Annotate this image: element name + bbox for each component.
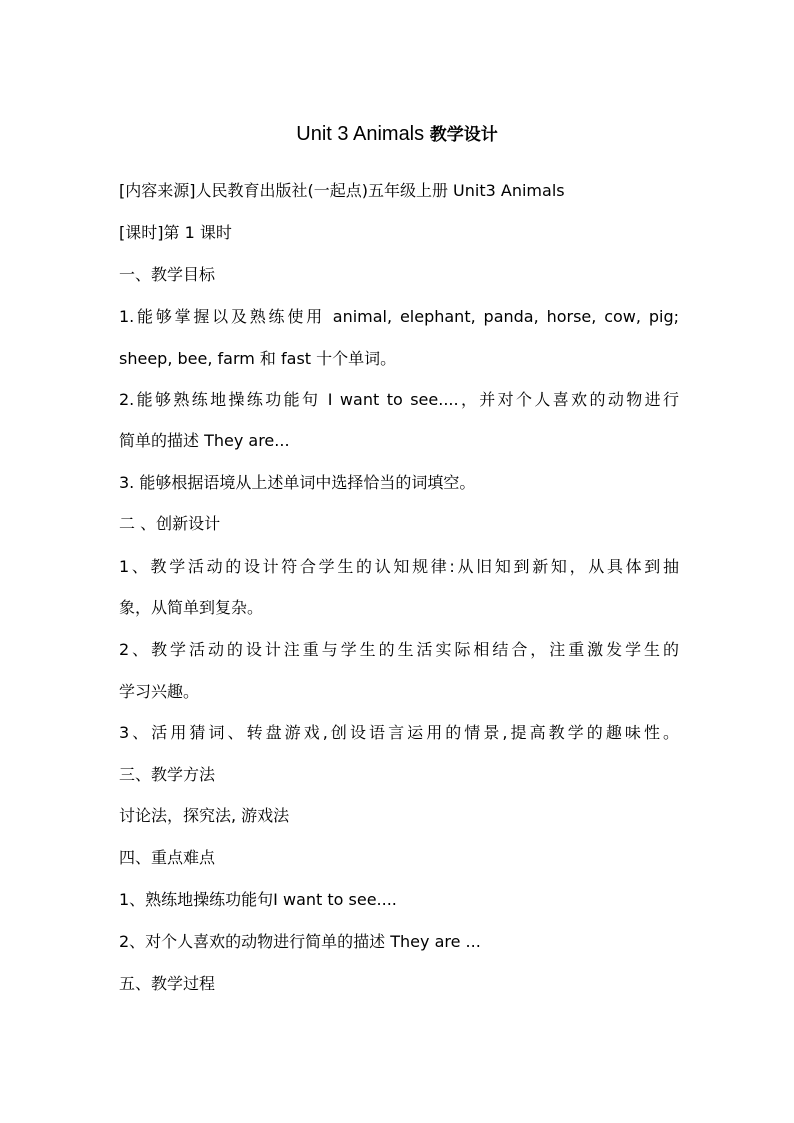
- section-heading-key-points: 四、重点难点: [119, 848, 216, 867]
- objective-2-line-2: 简单的描述 They are...: [119, 431, 290, 450]
- innovation-3: 3、活用猜词、转盘游戏,创设语言运用的情景,提高教学的趣味性。: [119, 723, 679, 742]
- document-title: [0, 121, 794, 148]
- key-point-1: 1、熟练地操练功能句I want to see....: [119, 890, 397, 909]
- objective-2-line-1: 2.能够熟练地操练功能句 I want to see....，并对个人喜欢的动物进行: [119, 390, 679, 409]
- objective-3: 3. 能够根据语境从上述单词中选择恰当的词填空。: [119, 473, 476, 492]
- innovation-1-line-1: 1、教学活动的设计符合学生的认知规律:从旧知到新知，从具体到抽: [119, 557, 679, 576]
- content-source-line: [内容来源]人民教育出版社(一起点)五年级上册 Unit3 Animals: [119, 181, 565, 200]
- objective-1-line-2: sheep, bee, farm 和 fast 十个单词。: [119, 349, 397, 368]
- section-heading-methods: 三、教学方法: [119, 765, 216, 784]
- title-chinese: 教学设计: [429, 125, 498, 144]
- key-point-2: 2、对个人喜欢的动物进行简单的描述 They are ...: [119, 932, 481, 951]
- title-english: Unit 3 Animals: [296, 123, 425, 145]
- section-heading-objectives: 一、教学目标: [119, 265, 216, 284]
- section-heading-process: 五、教学过程: [119, 974, 216, 993]
- innovation-2-line-1: 2、教学活动的设计注重与学生的生活实际相结合，注重激发学生的: [119, 640, 679, 659]
- lesson-period-line: [课时]第 1 课时: [119, 223, 232, 242]
- innovation-1-line-2: 象，从简单到复杂。: [119, 598, 264, 617]
- objective-1-line-1: 1.能够掌握以及熟练使用 animal, elephant, panda, horse, cow, pig;: [119, 307, 679, 326]
- innovation-2-line-2: 学习兴趣。: [119, 682, 200, 701]
- section-heading-innovation: 二 、创新设计: [119, 514, 221, 533]
- methods-list: 讨论法，探究法, 游戏法: [119, 806, 290, 825]
